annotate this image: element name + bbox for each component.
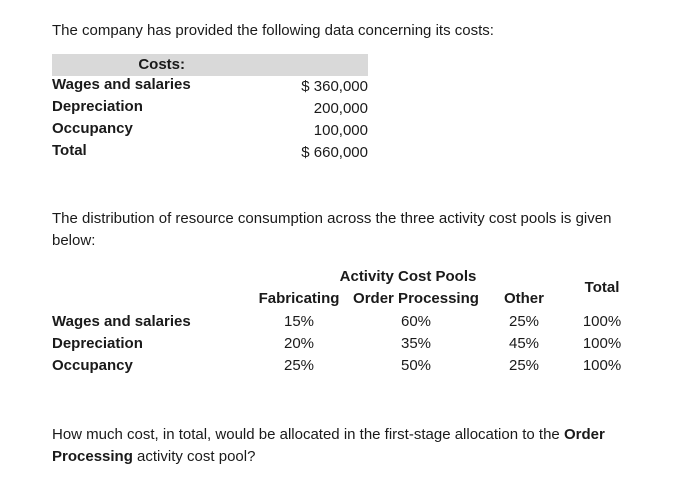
cell-total: 100% <box>582 357 622 374</box>
cell-order-processing: 60% <box>400 313 432 330</box>
costs-row-value: 100,000 <box>313 122 368 139</box>
column-header-other: Other <box>503 290 544 307</box>
costs-table-header <box>52 54 368 76</box>
cell-fabricating: 25% <box>283 357 315 374</box>
costs-row-label: Occupancy <box>52 120 133 137</box>
activity-group-header: Activity Cost Pools <box>339 268 477 285</box>
intro-text: The company has provided the following data concerning its costs: <box>52 22 494 39</box>
costs-row-value: 200,000 <box>313 100 368 117</box>
cell-fabricating: 15% <box>283 313 315 330</box>
costs-row-value: $ 660,000 <box>301 144 368 161</box>
question-part2: activity cost pool? <box>132 448 256 465</box>
column-header-total: Total <box>584 279 620 296</box>
costs-row-label: Wages and salaries <box>52 76 191 93</box>
cell-fabricating: 20% <box>283 335 315 352</box>
cell-other: 25% <box>508 313 540 330</box>
activity-row-label: Occupancy <box>52 357 133 374</box>
costs-header-label: Costs: <box>138 56 185 73</box>
cell-total: 100% <box>582 313 622 330</box>
question-text <box>52 424 652 468</box>
column-header-order-processing: Order Processing <box>353 290 479 307</box>
activity-row-label: Wages and salaries <box>52 313 191 330</box>
activity-row-label: Depreciation <box>52 335 143 352</box>
question-bold-pool: Order Processing <box>52 426 605 465</box>
column-header-fabricating: Fabricating <box>258 290 340 307</box>
cell-other: 25% <box>508 357 540 374</box>
costs-row-label: Depreciation <box>52 98 143 115</box>
costs-row-label: Total <box>52 142 87 159</box>
cell-order-processing: 50% <box>400 357 432 374</box>
distribution-text: The distribution of resource consumption across the three activity cost pools is given below: <box>52 210 612 249</box>
cell-other: 45% <box>508 335 540 352</box>
question-part1: How much cost, in total, would be allocated in the first-stage allocation to the <box>52 426 564 443</box>
costs-row-value: $ 360,000 <box>301 78 368 95</box>
cell-order-processing: 35% <box>400 335 432 352</box>
cell-total: 100% <box>582 335 622 352</box>
